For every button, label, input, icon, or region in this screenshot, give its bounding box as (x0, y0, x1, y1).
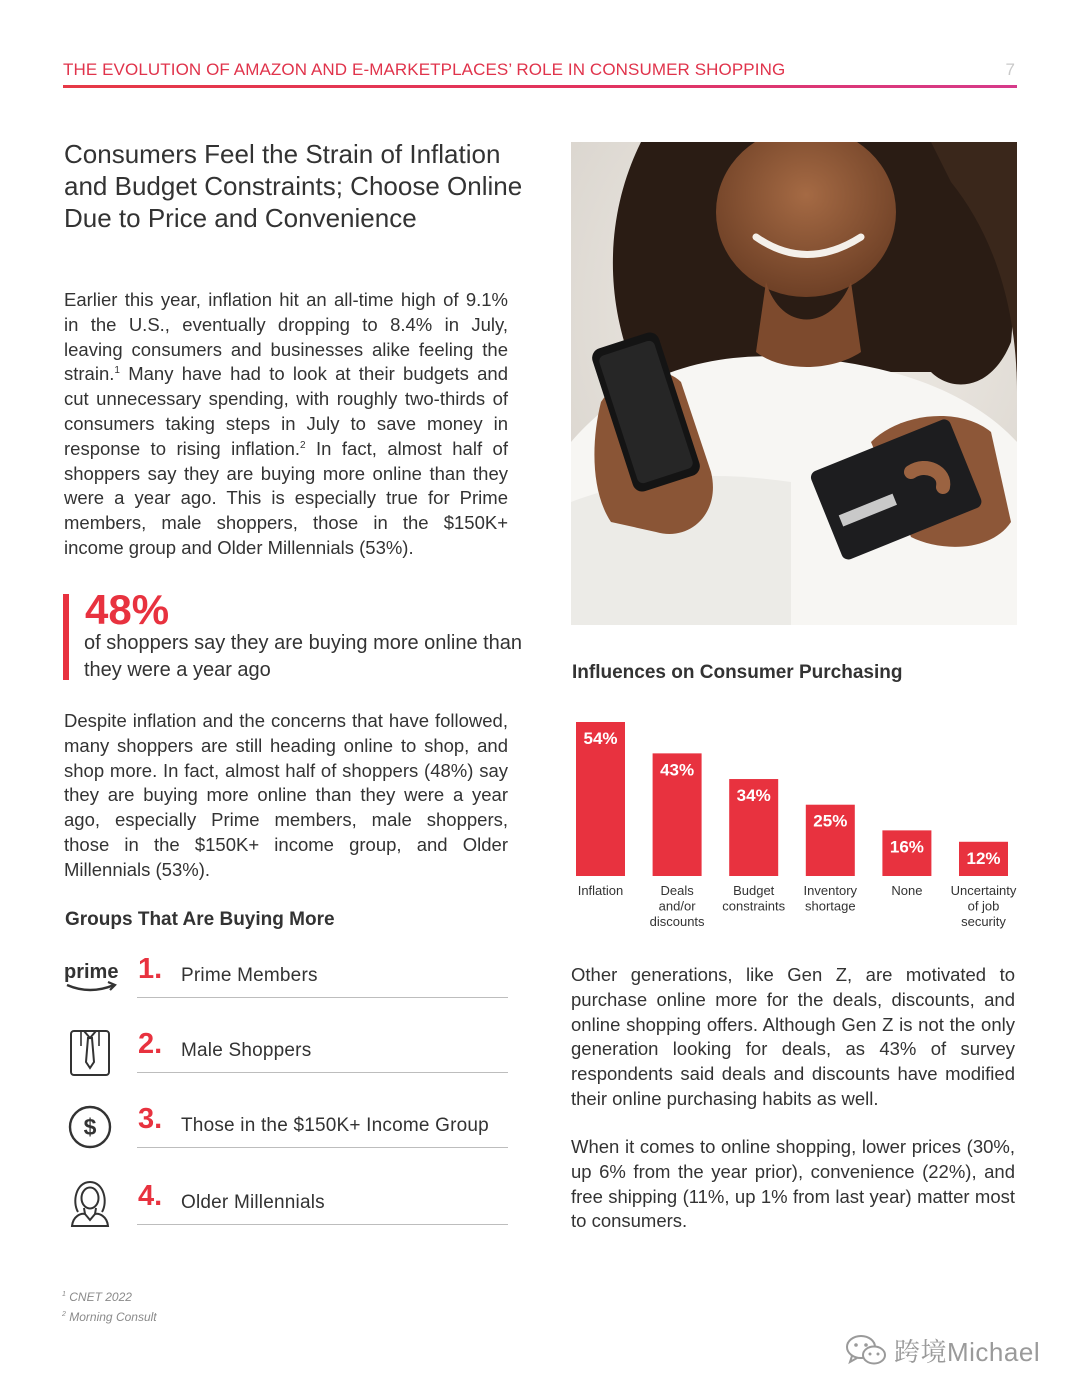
group-label: Those in the $150K+ Income Group (181, 1115, 489, 1136)
hero-photo (571, 142, 1017, 625)
group-label: Older Millennials (181, 1192, 325, 1213)
footnote-2 (62, 1306, 157, 1326)
group-label: Prime Members (181, 965, 318, 986)
body-paragraph-2: Despite inflation and the concerns that have followed, many shoppers are still heading online to shop, and shop more. In fact, almost half of shoppers (48%) say they are buying more online than they were a year ago, especially Prime members, male shoppers, those in the $150K+ income group, and Older Millennials (53%). (64, 710, 508, 880)
category-label: Budget constraints (722, 883, 786, 914)
group-number: 1. (138, 953, 163, 985)
group-item-male-shoppers (64, 1026, 508, 1086)
influences-bar-chart (565, 700, 1025, 940)
body-paragraph-4: When it comes to online shopping, lower prices (30%, up 6% from the year prior), convenience (22%), and free shipping (11%, up 1% from last year) matter most to consumers. (571, 1136, 1015, 1232)
footnote-ref-1: 1 (114, 365, 120, 377)
category-label: Deals and/or discounts (649, 883, 705, 929)
chart-title: Influences on Consumer Purchasing (572, 662, 903, 683)
stat-caption: of shoppers say they are buying more online than they were a year ago (84, 632, 523, 681)
group-divider (137, 1147, 508, 1148)
dollar-coin-icon (64, 1101, 118, 1155)
group-number: 2. (138, 1028, 163, 1060)
category-label: Inflation (577, 883, 624, 898)
section-title: Consumers Feel the Strain of Inflation and Budget Constraints; Choose Online Due to Price and Convenience (64, 139, 523, 233)
group-number: 3. (138, 1103, 163, 1135)
footnote-marker: 1 (62, 1291, 66, 1298)
group-item-income-group (64, 1101, 508, 1161)
bar-value-label: 25% (813, 811, 848, 831)
watermark (844, 1330, 1040, 1370)
group-item-older-millennials (64, 1178, 508, 1238)
footnotes (62, 1286, 157, 1326)
shirt-tie-icon (64, 1026, 118, 1080)
bar-value-label: 16% (889, 837, 924, 857)
category-label: None (891, 883, 923, 898)
group-number: 4. (138, 1180, 163, 1212)
footnote-1 (62, 1286, 157, 1306)
page-header (63, 58, 1017, 90)
woman-with-phone-and-card-image (571, 142, 1017, 625)
footnote-ref-2: 2 (300, 439, 306, 451)
footnote-text: CNET 2022 (69, 1290, 132, 1304)
footnote-marker: 2 (62, 1311, 66, 1318)
intro-text-1: Earlier this year, inflation hit an all-time high of 9.1% in the U.S., eventually dropping to 8.4% in July, leaving consumers and businesses alike feeling the strain. (64, 289, 508, 385)
intro-text-3: In fact, almost half of shoppers say they are buying more online than they were a year ago. This is especially true for Prime members, male shoppers, those in the $150K+ income group and Older Millennials (53%). (64, 437, 508, 558)
group-divider (137, 1072, 508, 1073)
prime-logo-text: prime (64, 961, 118, 983)
bar-value-label: 43% (660, 760, 695, 780)
woman-portrait-icon (64, 1178, 118, 1232)
wechat-logo-icon (844, 1332, 888, 1368)
header-divider (63, 85, 1017, 88)
stat-figure: 48% (85, 586, 170, 633)
bar-value-label: 54% (583, 729, 618, 748)
footnote-text: Morning Consult (69, 1310, 157, 1324)
stat-accent-bar (63, 594, 69, 680)
document-title: THE EVOLUTION OF AMAZON AND E-MARKETPLACES’ ROLE IN CONSUMER SHOPPING (63, 60, 786, 79)
body-paragraph-3: Other generations, like Gen Z, are motivated to purchase online more for the deals, discounts, and online shopping offers. Although Gen Z is not the only generation looking for deals, as 43% of survey respondents said deals and discounts have modified their online purchasing habits as well. (571, 964, 1015, 1109)
bar-value-label: 12% (966, 848, 1001, 868)
groups-heading: Groups That Are Buying More (65, 909, 335, 930)
dollar-sign: $ (83, 1114, 97, 1140)
watermark-text: 跨境Michael (894, 1336, 1041, 1367)
group-item-prime-members (64, 951, 508, 1011)
group-divider (137, 1224, 508, 1225)
page-number: 7 (1005, 60, 1015, 79)
category-label: Uncertainty of job security (950, 883, 1017, 929)
prime-logo-icon (64, 951, 118, 1005)
bar-value-label: 34% (736, 786, 771, 806)
group-divider (137, 997, 508, 998)
stat-callout (63, 586, 523, 681)
category-label: Inventory shortage (803, 883, 858, 914)
intro-paragraph (64, 288, 508, 561)
group-label: Male Shoppers (181, 1040, 312, 1061)
intro-text-2: Many have had to look at their budgets and cut unnecessary spending, with roughly two-thirds of consumers taking steps in July to save money in response to rising inflation. (64, 363, 508, 459)
